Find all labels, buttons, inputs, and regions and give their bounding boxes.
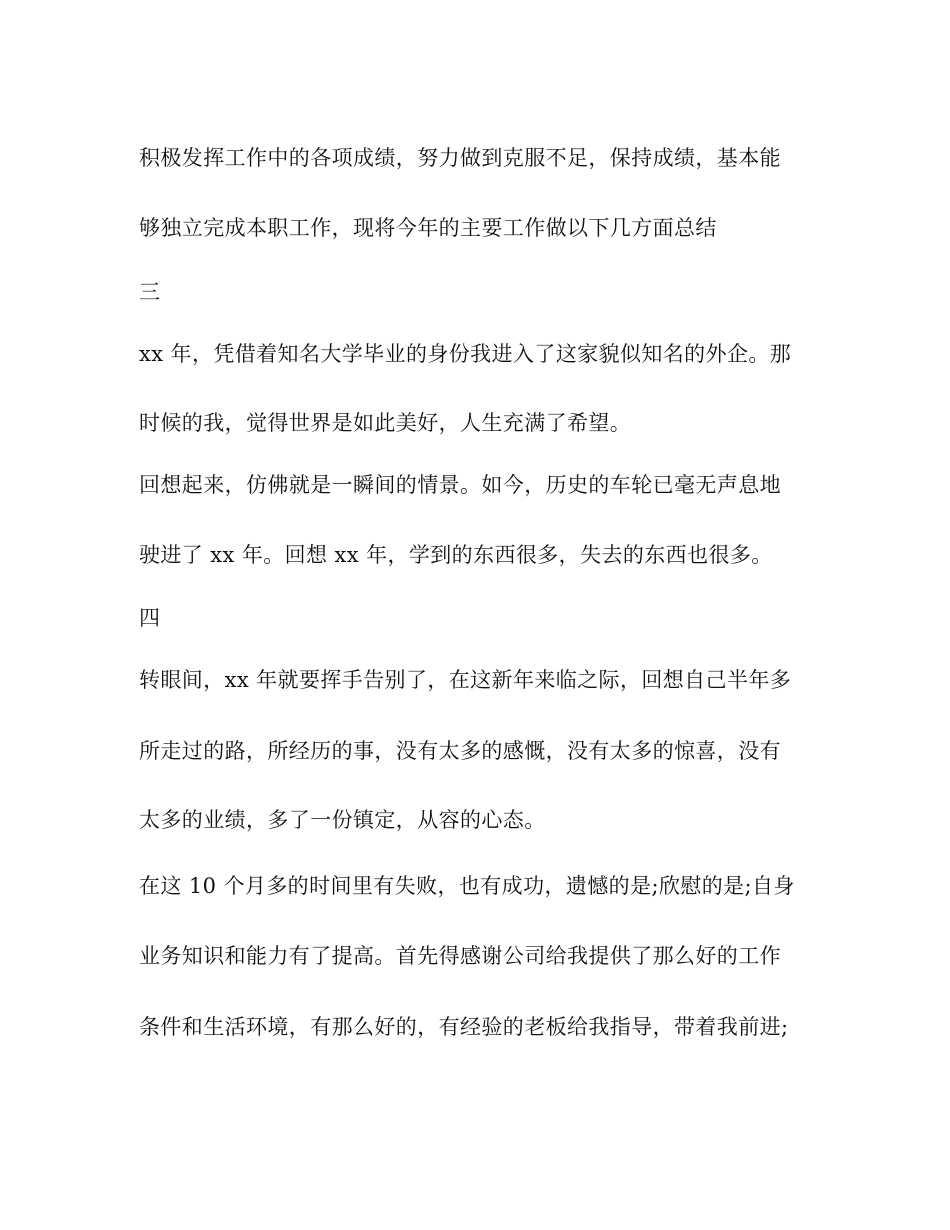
text-line: xx 年，凭借着知名大学毕业的身份我进入了这家貌似知名的外企。那 [139, 342, 792, 366]
text-line: 时候的我，觉得世界是如此美好，人生充满了希望。 [139, 411, 632, 435]
text-line: 太多的业绩，多了一份镇定，从容的心态。 [139, 808, 546, 832]
section-heading: 三 [139, 280, 161, 304]
text-line: 够独立完成本职工作，现将今年的主要工作做以下几方面总结 [139, 216, 717, 240]
section-heading: 四 [139, 606, 161, 630]
text-line: 转眼间，xx 年就要挥手告别了，在这新年来临之际，回想自己半年多 [139, 668, 792, 692]
text-line: 回想起来，仿佛就是一瞬间的情景。如今，历史的车轮已毫无声息地 [139, 473, 781, 497]
text-line: 驶进了 xx 年。回想 xx 年，学到的东西很多，失去的东西也很多。 [139, 543, 773, 567]
text-line: 业务知识和能力有了提高。首先得感谢公司给我提供了那么好的工作 [139, 944, 781, 968]
text-line: 在这 10 个月多的时间里有失败，也有成功，遗憾的是;欣慰的是;自身 [139, 874, 795, 898]
text-line: 条件和生活环境，有那么好的，有经验的老板给我指导，带着我前进; [139, 1015, 789, 1039]
text-line: 积极发挥工作中的各项成绩，努力做到克服不足，保持成绩，基本能 [139, 146, 781, 170]
text-line: 所走过的路，所经历的事，没有太多的感慨，没有太多的惊喜，没有 [139, 739, 781, 763]
